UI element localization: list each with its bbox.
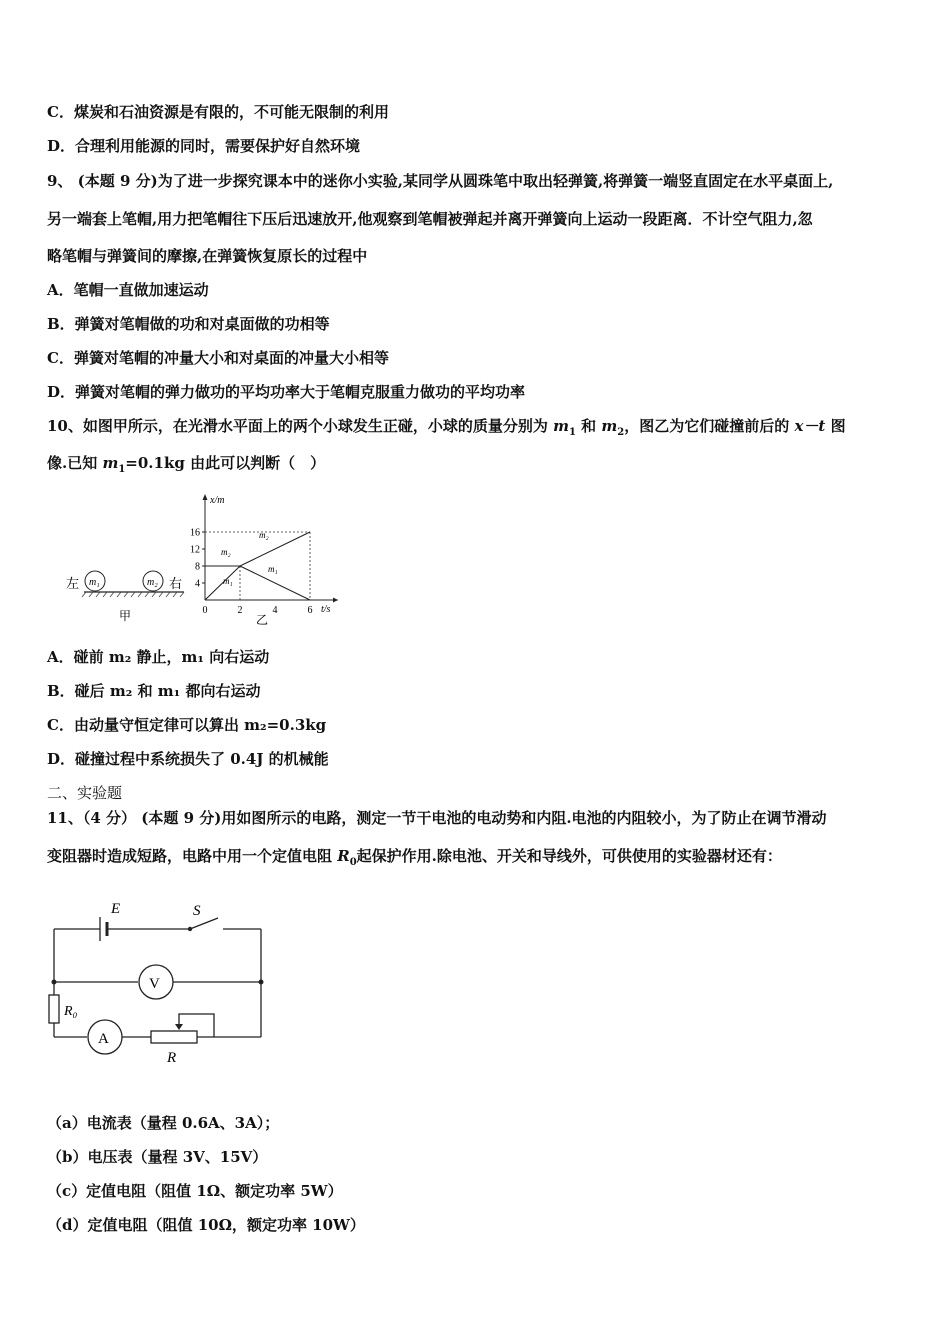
rheostat-slider-arrow [175, 1024, 183, 1030]
section-heading: 二、实验题 [47, 784, 123, 802]
q9-option-a: A．笔帽一直做加速运动 [47, 281, 209, 299]
figure-jia-caption: 甲 [119, 609, 132, 623]
q8-option-c: C．煤炭和石油资源是有限的，不可能无限制的利用 [47, 103, 389, 121]
label-m1-before: m₁ [223, 576, 233, 586]
resistor-r0-label: R₀ [64, 1004, 78, 1019]
rheostat-label: R [167, 1050, 177, 1066]
series-line-m1 [205, 566, 310, 600]
figure-jia [62, 560, 192, 630]
q11-item-b: （b）电压表（量程 3V、15V） [47, 1148, 268, 1166]
q9-stem-line1: 9、 (本题 9 分)为了进一步探究课本中的迷你小实验,某同学从圆珠笔中取出轻弹簧,将弹簧一端竖直固定在水平桌面上, [47, 172, 834, 190]
x-axis-arrow [333, 598, 338, 603]
q9-option-c: C．弹簧对笔帽的冲量大小和对桌面的冲量大小相等 [47, 349, 389, 367]
q11-stem-line2: 变阻器时造成短路，电路中用一个定值电阻 $R_0$起保护作用.除电池、开关和导线外，可供使用的实验器材还有： [47, 847, 782, 868]
q11-stem-line1: 11、（4 分） (本题 9 分)用如图所示的电路，测定一节干电池的电动势和内阻.电池的内阻较小，为了防止在调节滑动 [47, 809, 827, 827]
y-tick-label-4: 4 [195, 578, 200, 590]
resistor-r0 [49, 995, 59, 1023]
left-label: 左 [66, 576, 80, 591]
switch-label: S [193, 903, 201, 919]
q10-option-c: C．由动量守恒定律可以算出 m₂=0.3kg [47, 716, 327, 734]
q11-item-c: （c）定值电阻（阻值 1Ω、额定功率 5W） [47, 1182, 343, 1200]
q8-option-d: D．合理利用能源的同时，需要保护好自然环境 [47, 137, 361, 155]
y-tick-label-8: 8 [195, 561, 200, 573]
ammeter-label: A [98, 1031, 109, 1047]
circuit-diagram [45, 893, 275, 1073]
right-label: 右 [169, 576, 183, 591]
q10-option-b: B．碰后 m₂ 和 m₁ 都向右运动 [47, 682, 261, 700]
label-m2-after: m₂ [259, 530, 269, 540]
q9-option-d: D．弹簧对笔帽的弹力做功的平均功率大于笔帽克服重力做功的平均功率 [47, 383, 526, 401]
y-tick-label-12: 12 [190, 544, 200, 556]
x-tick-label-6: 6 [307, 605, 313, 616]
q10-option-a: A．碰前 m₂ 静止，m₁ 向右运动 [47, 648, 270, 666]
ball-m1-label: m₁ [89, 577, 100, 588]
figure-yi-caption: 乙 [256, 613, 269, 627]
voltmeter-label: V [149, 976, 160, 992]
ball-m2-label: m₂ [147, 577, 158, 588]
label-m2-before: m₂ [221, 547, 231, 557]
ground-hatching [82, 592, 184, 597]
label-m1-after: m₁ [268, 564, 278, 574]
q10-stem-line2: 像.已知 $m_1=0.1kg$ 由此可以判断（ ） [47, 454, 326, 475]
y-tick-label-16: 16 [190, 527, 200, 539]
figure-yi-xt-graph [188, 488, 348, 628]
x-tick-label-4: 4 [272, 605, 278, 616]
q11-item-d: （d）定值电阻（阻值 10Ω，额定功率 10W） [47, 1216, 365, 1234]
x-tick-label-0: 0 [202, 605, 208, 616]
rheostat [151, 1031, 197, 1043]
q10-stem-line1: 10、如图甲所示，在光滑水平面上的两个小球发生正碰，小球的质量分别为 $m_1$ 和 $m_2$，图乙为它们碰撞前后的 x－t 图 [47, 417, 846, 438]
y-axis-arrow [203, 494, 208, 500]
battery-label: E [111, 901, 121, 917]
switch-blade [190, 918, 218, 929]
q9-option-b: B．弹簧对笔帽做的功和对桌面做的功相等 [47, 315, 330, 333]
q10-option-d: D．碰撞过程中系统损失了 0.4J 的机械能 [47, 750, 329, 768]
x-axis-label: t/s [321, 604, 331, 615]
x-tick-label-2: 2 [237, 605, 243, 616]
q9-stem-line3: 略笔帽与弹簧间的摩擦,在弹簧恢复原长的过程中 [47, 247, 368, 265]
q9-stem-line2: 另一端套上笔帽,用力把笔帽往下压后迅速放开,他观察到笔帽被弹起并离开弹簧向上运动一段距离．不计空气阻力,忽 [47, 210, 813, 228]
y-axis-label: x/m [210, 495, 225, 506]
q11-item-a: （a）电流表（量程 0.6A、3A）； [47, 1114, 280, 1132]
